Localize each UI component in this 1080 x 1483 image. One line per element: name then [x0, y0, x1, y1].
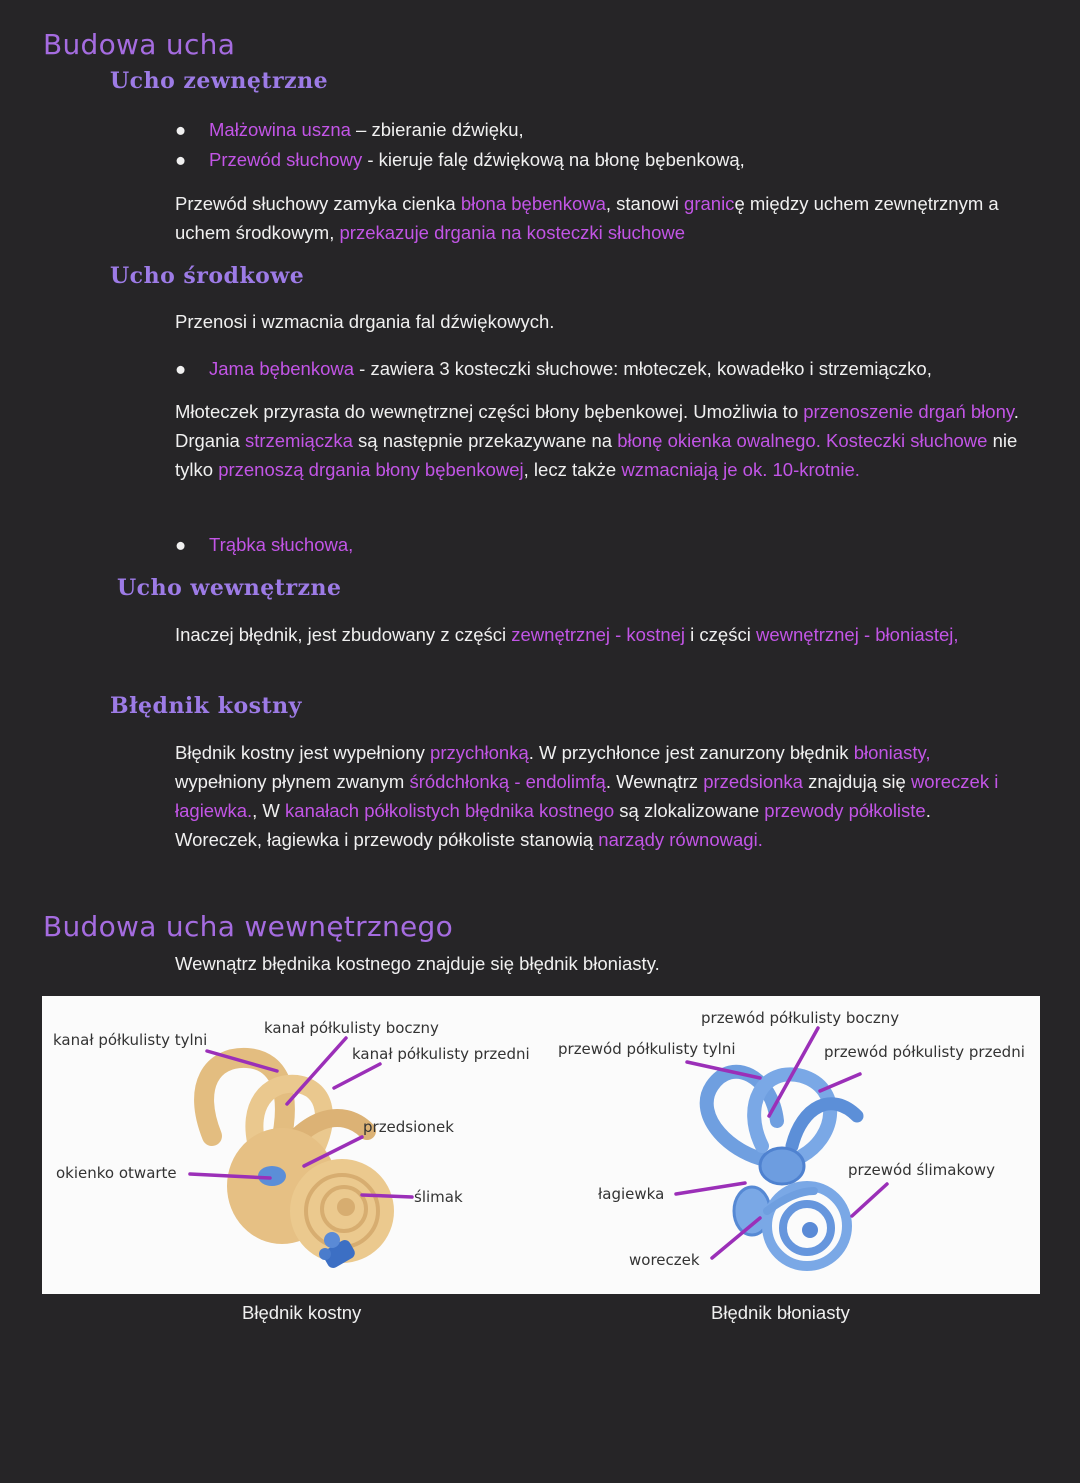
term: Małżowina uszna	[209, 119, 351, 140]
bullet-icon: ●	[175, 358, 187, 379]
labyrinth-illustration	[42, 996, 1040, 1294]
label-posterior-canal: kanał półkulisty tylni	[53, 1031, 208, 1049]
bullet-icon: ●	[175, 119, 187, 140]
paragraph-outer-ear: Przewód słuchowy zamyka cienka błona bębenkowa, stanowi granicę między uchem zewnętrznym a uchem środkowym, przekazuje drgania na kosteczki słuchowe	[175, 193, 999, 243]
label-lateral-duct: przewód półkulisty boczny	[701, 1009, 900, 1027]
heading-inner-ear: Ucho wewnętrzne	[117, 575, 342, 601]
definition: - zawiera 3 kosteczki słuchowe: młoteczek, kowadełko i strzemiączko,	[354, 358, 932, 379]
paragraph-bony-labyrinth: Błędnik kostny jest wypełniony przychłonką. W przychłonce jest zanurzony błędnik błoniasty, wypełniony płynem zwanym śródchłonką - endolimfą. Wewnątrz przedsionka znajdują się woreczek i łagiewka., W kanałach półkolistych błędnika kostnego są zlokalizowane przewody półkoliste. Woreczek, łagiewka i przewody półkoliste stanowią narządy równowagi.	[175, 742, 999, 850]
term: Przewód słuchowy	[209, 149, 363, 170]
caption-bony-labyrinth: Błędnik kostny	[242, 1302, 362, 1323]
term: Trąbka słuchowa,	[209, 534, 354, 555]
definition: - kieruje falę dźwiękową na błonę bębenkową,	[362, 149, 745, 170]
label-lateral-canal: kanał półkulisty boczny	[264, 1019, 439, 1037]
labyrinth-figure	[42, 996, 1040, 1294]
label-cochlear-duct: przewód ślimakowy	[848, 1161, 995, 1179]
label-utricle: łagiewka	[598, 1185, 665, 1203]
definition: – zbieranie dźwięku,	[350, 119, 524, 140]
membranous-labyrinth-drawing	[707, 1072, 857, 1266]
paragraph-ossicles: Młoteczek przyrasta do wewnętrznej części błony bębenkowej. Umożliwia to przenoszenie drgań błony. Drgania strzemiączka są następnie przekazywane na błonę okienka owalnego. Kosteczki słuchowe nie tylko przenoszą drgania błony bębenkowej, lecz także wzmacniają je ok. 10-krotnie.	[175, 401, 1019, 480]
label-posterior-duct: przewód półkulisty tylni	[558, 1040, 736, 1058]
page-title: Budowa ucha	[43, 28, 236, 61]
label-saccule: woreczek	[629, 1251, 700, 1269]
paragraph-middle-intro: Przenosi i wzmacnia drgania fal dźwiękowych.	[175, 311, 555, 332]
label-vestibule: przedsionek	[363, 1118, 454, 1136]
label-oval-window: okienko otwarte	[56, 1164, 177, 1182]
term: Jama bębenkowa	[209, 358, 355, 379]
bullet-icon: ●	[175, 534, 187, 555]
label-cochlea: ślimak	[414, 1188, 463, 1206]
paragraph-inner-intro: Wewnątrz błędnika kostnego znajduje się błędnik błoniasty.	[175, 953, 660, 974]
paragraph-inner-ear: Inaczej błędnik, jest zbudowany z części zewnętrznej - kostnej i części wewnętrznej - błoniastej,	[175, 624, 959, 645]
heading-outer-ear: Ucho zewnętrzne	[110, 68, 329, 94]
label-anterior-canal: kanał półkulisty przedni	[352, 1045, 530, 1063]
label-anterior-duct: przewód półkulisty przedni	[824, 1043, 1025, 1061]
section-title-inner-ear: Budowa ucha wewnętrznego	[43, 910, 454, 943]
heading-middle-ear: Ucho środkowe	[110, 263, 305, 289]
bullet-icon: ●	[175, 149, 187, 170]
heading-bony-labyrinth: Błędnik kostny	[110, 693, 302, 719]
caption-membranous-labyrinth: Błędnik błoniasty	[711, 1302, 850, 1323]
